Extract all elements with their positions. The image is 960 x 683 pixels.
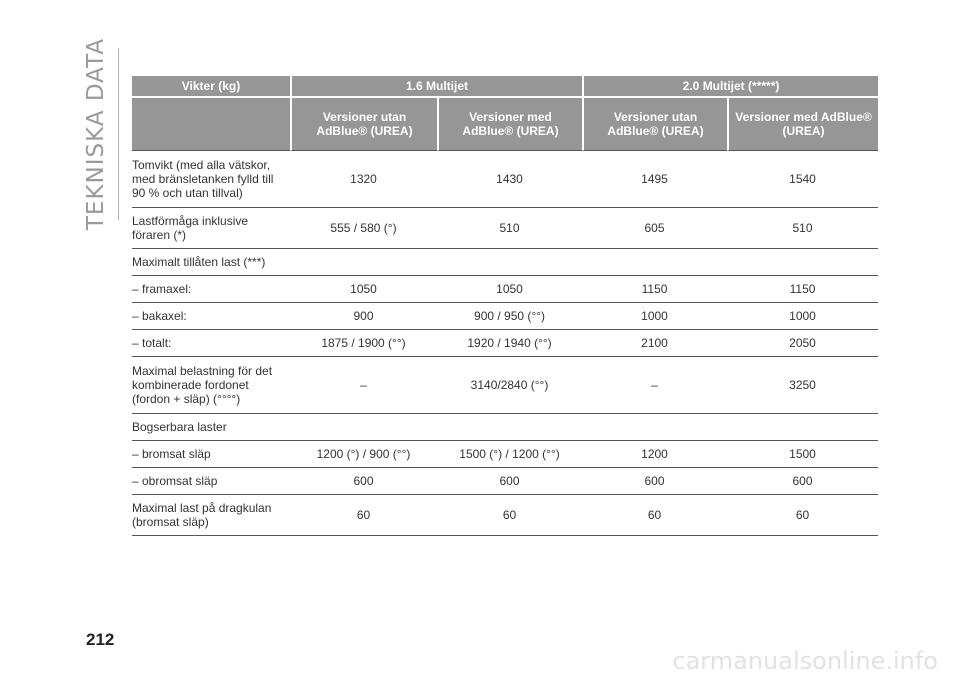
table-cell: 600: [437, 468, 582, 495]
header-empty: [132, 98, 290, 151]
table-row: [132, 151, 878, 208]
table-cell: 1150: [582, 276, 727, 303]
table-cell: 60: [437, 495, 582, 536]
table-cell: 2100: [582, 330, 727, 357]
watermark: carmanualsonline.info: [672, 647, 938, 675]
table-cell: 1500 (°) / 1200 (°°): [437, 441, 582, 468]
table-cell: 1920 / 1940 (°°): [437, 330, 582, 357]
table-row: [132, 249, 878, 276]
header-weights: Vikter (kg): [132, 76, 290, 98]
table-row: [132, 414, 878, 441]
table-cell: 1200: [582, 441, 727, 468]
weights-table: [132, 76, 878, 536]
table-cell: [582, 414, 727, 441]
table-row: [132, 441, 878, 468]
table-cell: 1320: [290, 151, 437, 208]
row-label: – totalt:: [132, 330, 290, 357]
header-engine-2-0: 2.0 Multijet (*****): [582, 76, 878, 98]
page-number: 212: [86, 630, 115, 649]
row-label: – framaxel:: [132, 276, 290, 303]
table-row: [132, 468, 878, 495]
row-label: Maximal belastning för det kombinerade fordonet (fordon + släp) (°°°°): [132, 357, 290, 414]
table-cell: 1050: [437, 276, 582, 303]
table-row: [132, 303, 878, 330]
row-label: – bromsat släp: [132, 441, 290, 468]
header-version-3: Versioner utan AdBlue® (UREA): [582, 98, 727, 151]
header-version-4: Versioner med AdBlue® (UREA): [727, 98, 878, 151]
table-cell: [290, 414, 437, 441]
table-cell: 60: [727, 495, 878, 536]
table-cell: [727, 414, 878, 441]
table-cell: 1495: [582, 151, 727, 208]
table-cell: 510: [437, 208, 582, 249]
row-label: Maximal last på dragkulan (bromsat släp): [132, 495, 290, 536]
row-label: Tomvikt (med alla vätskor, med bränsletanken fylld till 90 % och utan tillval): [132, 151, 290, 208]
table-cell: 600: [582, 468, 727, 495]
row-label: – obromsat släp: [132, 468, 290, 495]
table-row: [132, 276, 878, 303]
header-row-engines: [132, 76, 878, 98]
table-cell: [437, 249, 582, 276]
table-cell: 1540: [727, 151, 878, 208]
table-cell: 605: [582, 208, 727, 249]
table-row: [132, 357, 878, 414]
table-cell: [727, 249, 878, 276]
section-title: [82, 37, 110, 231]
table-cell: 1875 / 1900 (°°): [290, 330, 437, 357]
table-cell: 600: [727, 468, 878, 495]
table-cell: 1000: [582, 303, 727, 330]
row-label: Maximalt tillåten last (***): [132, 249, 290, 276]
table-cell: 900: [290, 303, 437, 330]
table-cell: 900 / 950 (°°): [437, 303, 582, 330]
table-cell: 3250: [727, 357, 878, 414]
header-engine-1-6: 1.6 Multijet: [290, 76, 582, 98]
table-cell: [582, 249, 727, 276]
table-row: [132, 208, 878, 249]
table-cell: 3140/2840 (°°): [437, 357, 582, 414]
table-cell: 555 / 580 (°): [290, 208, 437, 249]
row-label: Bogserbara laster: [132, 414, 290, 441]
header-row-versions: [132, 98, 878, 151]
table-cell: [290, 249, 437, 276]
table-cell: –: [582, 357, 727, 414]
table-cell: 1000: [727, 303, 878, 330]
row-label: – bakaxel:: [132, 303, 290, 330]
table-cell: –: [290, 357, 437, 414]
header-version-1: Versioner utan AdBlue® (UREA): [290, 98, 437, 151]
table-cell: 60: [290, 495, 437, 536]
section-divider: [118, 48, 119, 220]
table-cell: 1200 (°) / 900 (°°): [290, 441, 437, 468]
table-cell: [437, 414, 582, 441]
table-cell: 2050: [727, 330, 878, 357]
row-label: Lastförmåga inklusive föraren (*): [132, 208, 290, 249]
section-title-text: TEKNISKA DATA: [83, 37, 110, 231]
header-version-2: Versioner med AdBlue® (UREA): [437, 98, 582, 151]
table-cell: 1150: [727, 276, 878, 303]
table-cell: 1050: [290, 276, 437, 303]
table-row: [132, 330, 878, 357]
table-cell: 1500: [727, 441, 878, 468]
table-cell: 510: [727, 208, 878, 249]
table-row: [132, 495, 878, 536]
table-cell: 60: [582, 495, 727, 536]
table-cell: 1430: [437, 151, 582, 208]
table-cell: 600: [290, 468, 437, 495]
